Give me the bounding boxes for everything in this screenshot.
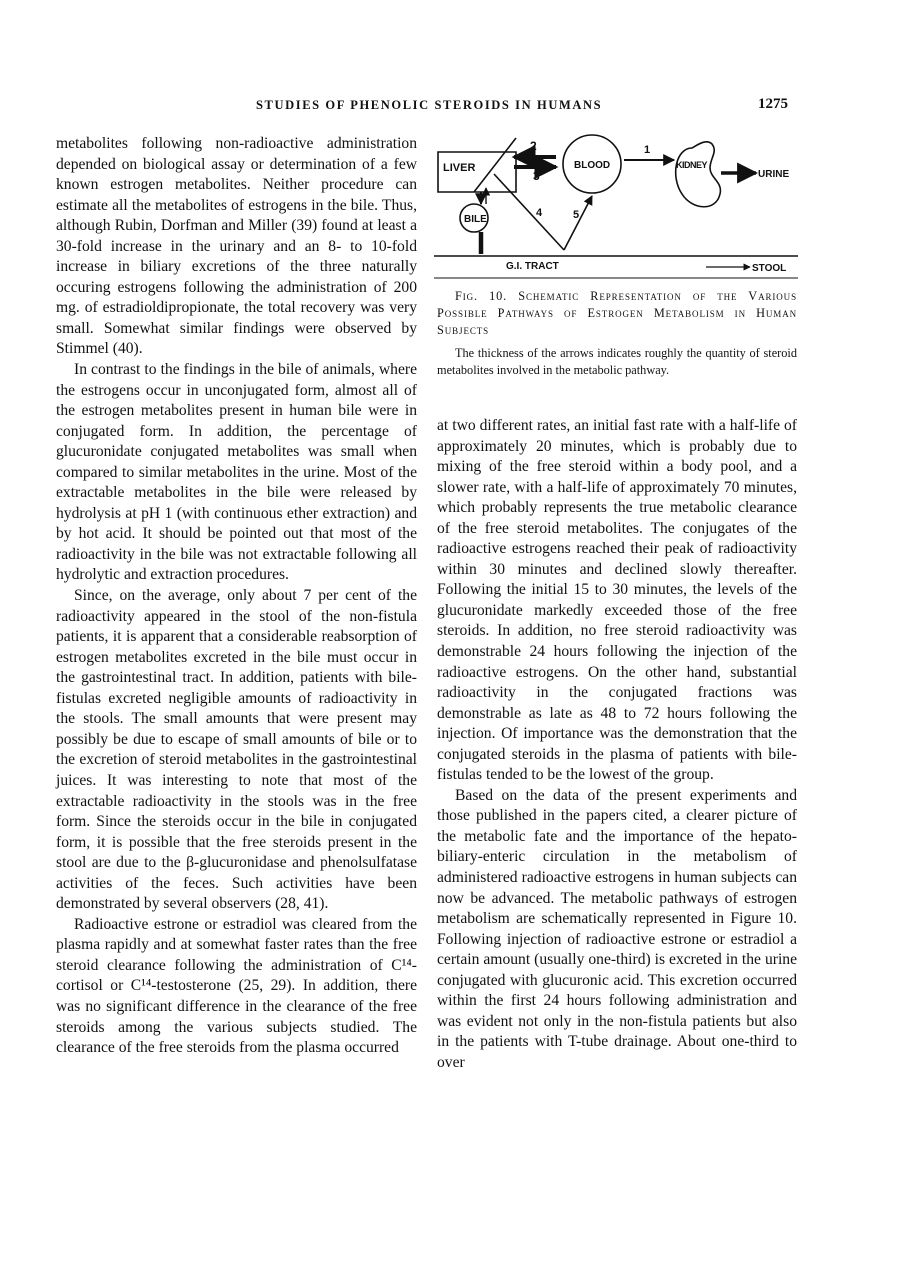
paragraph: Radioactive estrone or estradiol was cleared from the plasma rapidly and at somewhat faster rates than the free steroid clearance following the administration of C¹⁴-cortisol or C¹⁴-testosterone (25, 29). In addition, there was no significant difference in the clearance of the free steroids among the various subjects studied. The clearance of the free steroids from the plasma occurred bbox=[56, 915, 417, 1057]
blood-label: BLOOD bbox=[574, 160, 611, 171]
left-column bbox=[56, 134, 417, 1059]
arrow-number-1: 1 bbox=[644, 144, 651, 156]
arrow-number-3: 3 bbox=[533, 169, 540, 183]
figure-10-diagram bbox=[434, 130, 798, 280]
kidney-label: KIDNEY bbox=[676, 160, 708, 170]
arrow-number-4: 4 bbox=[536, 207, 543, 219]
liver-triangle-edge bbox=[474, 138, 516, 192]
pathway-5-line bbox=[564, 196, 592, 250]
page-number: 1275 bbox=[758, 96, 788, 112]
figure-caption bbox=[437, 288, 797, 379]
paragraph: at two different rates, an initial fast rate with a half-life of approximately 20 minutes, which is probably due to mixing of the free steroid within a body pool, and a slower rate, with a half-life of approximately 70 minutes, which probably represents the true metabolic clearance of the free steroid metabolites. The conjugates of the radioactive estrogens reached their peak of radioactivity within 30 minutes and declined slowly thereafter. Following the initial 15 to 30 minutes, the levels of the glucuronidate markedly exceeded those of the free steroids. In addition, no free steroid radioactivity was demonstrable 24 hours following the injection of the radioactive estrogens. On the other hand, substantial radioactivity in the conjugated fractions was demonstrable as late as 48 to 72 hours following the injection. Of importance was the demonstration that the conjugated steroids in the plasma of patients with bile-fistulas tended to be the lowest of the group. bbox=[437, 417, 797, 784]
paragraph: Since, on the average, only about 7 per cent of the radioactivity appeared in the stool of the non-fistula patients, it is apparent that a considerable reabsorption of estrogen metabolites excreted in the bile must occur in the gastrointestinal tract. In addition, patients with bile-fistulas excreted negligible amounts of radioactivity in the stools. The small amounts that were present may possibly be due to escape of small amounts of bile or to the excretion of steroid metabolites in the gastrointestinal juices. It was interesting to note that most of the extractable radioactivity in the stools was in the free form. Since the steroids occur in the bile in conjugated form, it is possible that the free steroids present in the stool are due to the β-glucuronidase and phenolsulfatase activities of the feces. Such activities have been demonstrated by several observers (28, 41). bbox=[56, 587, 417, 913]
running-head bbox=[0, 98, 912, 118]
urine-label: URINE bbox=[758, 169, 790, 180]
gi-tract-label: G.I. TRACT bbox=[506, 261, 559, 272]
paragraph: Based on the data of the present experiments and those published in the papers cited, a clearer picture of the metabolic fate and the importance of the hepato-biliary-enteric circulation in the metabolism of administered radioactive estrogens in human subjects can now be advanced. The metabolic pathways of estrogen metabolism are schematically represented in Figure 10. Following injection of radioactive estrone or estradiol a certain amount (usually one-third) is excreted in the urine conjugated with glucuronic acid. This excretion occurred within the first 24 hours following administration and was evident not only in the non-fistula patients but also in the patients with T-tube drainage. About one-third to over bbox=[437, 786, 797, 1071]
arrow-number-2: 2 bbox=[530, 139, 537, 153]
bile-label: BILE bbox=[464, 214, 487, 225]
caption-note: The thickness of the arrows indicates roughly the quantity of steroid metabolites involved in the metabolic pathway. bbox=[437, 346, 797, 377]
arrow-number-5: 5 bbox=[573, 209, 580, 221]
kidney-shape bbox=[676, 142, 721, 207]
caption-title-text: Fig. 10. Schematic Representation of the Various Possible Pathways of Estrogen Metabolism in Human Subjects bbox=[437, 289, 797, 337]
running-head-title: STUDIES OF PHENOLIC STEROIDS IN HUMANS bbox=[256, 98, 603, 112]
stool-label: STOOL bbox=[752, 263, 787, 274]
pathway-4-line bbox=[494, 174, 564, 250]
paragraph: metabolites following non-radioactive administration depended on biological assay or determination of a few known estrogen metabolites. Neither procedure can estimate all the metabolites of estrogens in the bile. Thus, although Rubin, Dorfman and Miller (39) found at least a 30-fold increase in the urinary and an 8- to 10-fold increase in biliary excretions of the three naturally occuring estrogens following the administration of 200 mg. of estradioldipropionate, the total recovery was very small. Somewhat similar findings were observed by Stimmel (40). bbox=[56, 135, 417, 358]
caption-title bbox=[437, 288, 797, 339]
paragraph: In contrast to the findings in the bile of animals, where the estrogens occur in unconjugated form, almost all of the estrogen metabolites present in human bile were in conjugated form. In addition, the percentage of glucuronidate conjugated metabolites was small when compared to similar metabolites in the urine. Most of the extractable metabolites in the bile were released by hydrolysis at pH 1 (with continuous ether extraction) and by hot acid. It should be pointed out that most of the radioactivity in the bile was not extractable following all hydrolytic and extraction procedures. bbox=[56, 361, 417, 584]
right-column bbox=[437, 416, 797, 1074]
liver-label: LIVER bbox=[443, 162, 476, 174]
